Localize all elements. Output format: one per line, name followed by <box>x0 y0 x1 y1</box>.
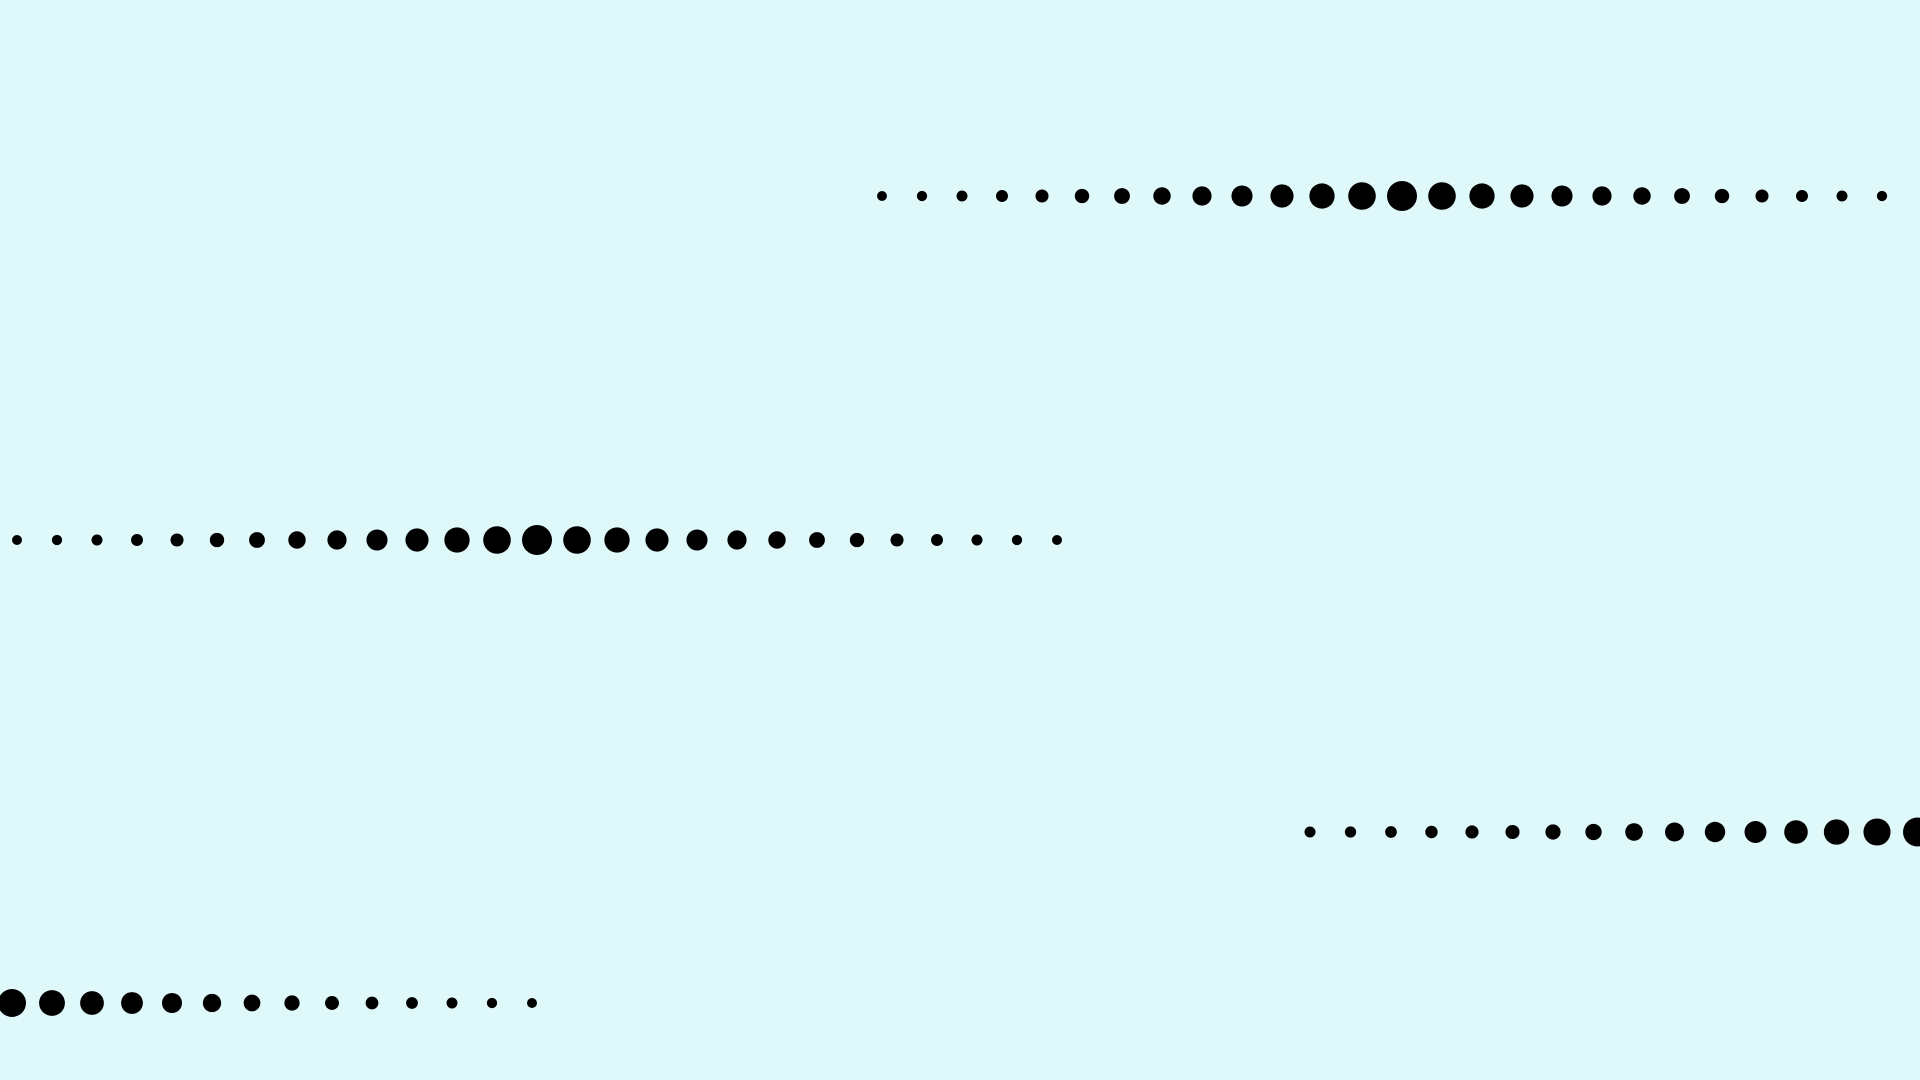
dot <box>1192 186 1211 205</box>
dot <box>1715 189 1729 203</box>
dot <box>1551 185 1572 206</box>
dot <box>249 532 265 548</box>
dot <box>1309 183 1334 208</box>
dot <box>487 998 497 1008</box>
dot <box>80 991 104 1015</box>
dot <box>131 534 143 546</box>
dot <box>52 535 62 545</box>
dot <box>972 535 983 546</box>
dot <box>1824 819 1849 844</box>
dot <box>1877 191 1887 201</box>
dot <box>327 530 346 549</box>
dot <box>1585 824 1601 840</box>
dot <box>210 533 224 547</box>
dot <box>1348 182 1376 210</box>
dot <box>931 534 943 546</box>
dot <box>768 531 785 548</box>
dot <box>325 996 339 1010</box>
dot <box>645 528 668 551</box>
dot <box>890 533 903 546</box>
dot <box>1075 189 1089 203</box>
dot <box>121 992 143 1014</box>
dot <box>850 533 864 547</box>
dot <box>203 994 221 1012</box>
dot <box>483 526 511 554</box>
dot <box>92 535 103 546</box>
dot <box>1505 825 1519 839</box>
dot <box>447 998 458 1009</box>
dot <box>1796 190 1808 202</box>
dot <box>1837 191 1848 202</box>
dot <box>1674 188 1690 204</box>
dot <box>957 191 968 202</box>
dot <box>405 528 428 551</box>
dot <box>604 527 629 552</box>
dot <box>406 997 418 1009</box>
dot <box>527 998 537 1008</box>
dot <box>12 535 22 545</box>
dot <box>1755 189 1768 202</box>
dot <box>1469 183 1494 208</box>
dot <box>1510 184 1533 207</box>
dot <box>1625 823 1643 841</box>
dot <box>1114 188 1130 204</box>
dot <box>284 995 299 1010</box>
dot <box>1012 535 1022 545</box>
dot <box>1592 186 1611 205</box>
dot <box>1385 826 1397 838</box>
dot <box>1428 182 1456 210</box>
dot <box>686 529 707 550</box>
dot <box>244 995 261 1012</box>
dot <box>1784 820 1808 844</box>
dot <box>1153 187 1170 204</box>
dot <box>170 533 183 546</box>
dot <box>1745 821 1767 843</box>
dot <box>1345 826 1356 837</box>
dot <box>1425 826 1437 838</box>
dot <box>1705 822 1725 842</box>
dot <box>1465 825 1478 838</box>
dot <box>366 997 379 1010</box>
dot <box>1035 189 1048 202</box>
dot <box>1052 535 1062 545</box>
dot <box>522 525 552 555</box>
dot <box>162 993 182 1013</box>
dot <box>1270 184 1293 207</box>
dot <box>917 191 927 201</box>
dot <box>1665 823 1684 842</box>
dot <box>444 527 469 552</box>
dot <box>877 191 887 201</box>
dot <box>1387 181 1417 211</box>
dot <box>809 532 825 548</box>
dot <box>366 529 387 550</box>
dot <box>1633 187 1650 204</box>
dot <box>39 990 65 1016</box>
dot <box>1545 824 1560 839</box>
dot <box>1231 185 1252 206</box>
dot <box>563 526 591 554</box>
dot <box>1863 818 1890 845</box>
dot <box>996 190 1008 202</box>
dot <box>288 531 305 548</box>
dot <box>727 530 746 549</box>
dot <box>1305 827 1316 838</box>
